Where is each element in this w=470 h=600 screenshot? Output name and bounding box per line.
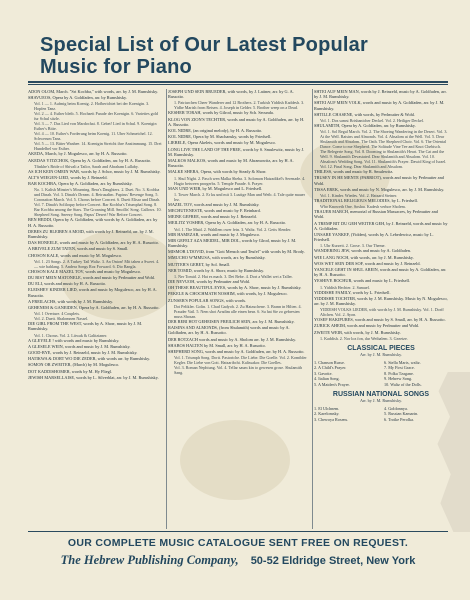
entry-contents: Vol. 1. The Maid. 2. Wahllem ower fein. 3. Waltz. Vol. 2. Getts Slender.: [174, 226, 292, 232]
classical-item: 2. A Child's Prayer.: [314, 365, 347, 371]
classical-pieces-heading: CLASSICAL PIECES: [347, 344, 415, 352]
catalog-entry: LONG LIVE THE LAND OF THE FREE, words by S. Smulewitz, music by J. M. Rumshisky.: [168, 146, 305, 157]
entry-contents: Vol. 4 — 10. Esther's Forderung beim Koenig. 11. Uber Schmeichel. 12. Schwerum Tanz.: [34, 131, 153, 142]
russian-songs-list: [314, 406, 448, 422]
title-line-2: Music for Piano: [40, 56, 192, 78]
catalog-entry: A FREILACHS, with words by J. M. Rumshisky.: [28, 298, 114, 304]
catalog-entry: SHABOS HALTEN by M. Small, arr. by H. A. Russotto.: [168, 342, 266, 348]
catalog-entry: GEHENEM & GANEIDEN, Opera by A. Goldfaden, arr. by H. A. Russotto.: [28, 305, 160, 311]
catalog-entry: A BRIVELE ZUM TATEN, words and music by S. Small.: [28, 246, 129, 252]
entry-contents: 1. Tower March. 2. Er ku und mit 3. Lustige Man und Weib. 4. Tale quite mauer lez.: [174, 191, 305, 202]
catalog-entry: DER ROTZACH words and music by A. Sholom arr. by J. M. Rumshisky.: [168, 336, 297, 342]
entry-contents: Vol. 1. Kinder. Wiedes. Vol. 2. Hatzard Steiner.: [320, 193, 398, 199]
entry-contents: Vol. 1. Dos samst Brisbanicher Deckel. Vol. 2. Heiliger Deckel.: [320, 118, 425, 124]
entry-contents: 1. Yiddish Hechter. 2. Samuel.: [320, 284, 370, 290]
catalog-entry: TRUSEY IN HE MENTE (PARRIOT), words and music by Perlmutter and Wohl.: [314, 175, 444, 186]
page-title: [40, 34, 450, 78]
catalog-entry: A TREMP BIT DU GEH WEITER GEH, by J. Reinzeld, words and music by A. Goldfaden.: [314, 220, 448, 231]
classical-item: 4. Italian Song.: [314, 376, 340, 382]
catalog-entry: THILESS, words and music by R. Smulewitz.: [314, 169, 394, 175]
column-3-entries: [314, 89, 448, 341]
classical-item: 8. Polka Tzagane.: [384, 370, 414, 376]
classical-item: 7. My First Grace.: [384, 365, 415, 371]
catalog-entry: ZWEITE WEIB, with words, by J. M. Rumshisky.: [314, 329, 401, 335]
catalog-entry: AS ICH KEIN OMEIN WAR, words by J. Schor, music by J. M. Rumshisky.: [28, 168, 161, 174]
header-rule: [28, 81, 448, 83]
publisher-name: The Hebrew Publishing Company,: [60, 553, 239, 567]
catalog-entry: LIEBELE, Opera Akeleis, words and music by M. Mogulesco.: [168, 140, 276, 146]
catalog-entry: DER REBI HOT GEHEISEN FREILICH SEIN, arr. by J. M. Rumshisky.: [168, 318, 295, 324]
catalog-entry: TISSA EREK, words and music by N. Mogulesco, arr. by J. M. Rumshisky.: [314, 186, 445, 192]
title-line-1: Special List of Our Latest Popular: [40, 34, 368, 56]
catalog-entry: RAISINS AND ALMONDS, (from Shulamith) words and music by A. Goldfaden, arr. by H. A. Russotto.: [168, 325, 290, 336]
entry-contents: Dot Pelikler. Golin. 1. Chad Gadyoh. 2. Zu Hatzuchene. 3. Brann in Hilten. 4. Prauder Vail. 5. Nem shot Avadim alle einen besn. 6. Su hat Sie zo gebresten muss Shosan.: [174, 303, 302, 319]
catalog-entry: WOS WET SEIN DER SOF, words and music by J. Reinzeld.: [314, 260, 421, 266]
russian-item: 6. Troike Perolka.: [384, 416, 415, 422]
catalog-entry: AKEDA, March, by J. Mogulesco, arr. by H. A. Russotto.: [28, 151, 128, 157]
catalog-entry: SHULAMITH, Opera by A. Goldfaden, arr. by Rumshisky.: [314, 123, 416, 129]
entry-contents: 1. Uhr Kurzeit. 2. Grose. 3. Our Theme.: [320, 243, 386, 249]
catalog-columns: [28, 89, 448, 529]
catalog-entry: MUTTER'S GEBET, by Sol. Small.: [168, 261, 230, 267]
catalog-entry: MISMOR L'DOVID, from "Gott Mensch und Teufel" with words by M. Brody.: [168, 249, 305, 255]
catalog-entry: A GLESELE WEIN, words and music by J. M. Rumshisky.: [28, 343, 131, 349]
entry-contents: Tfinkhe's Bride of Shivali a Tailor, Sarah and Abraham Lullaby.: [34, 163, 139, 169]
publisher-line: [28, 553, 448, 568]
catalog-entry: MEINE GEFREE, words and music by J. Reinzeld.: [168, 214, 257, 220]
footer-rule: [28, 531, 448, 532]
catalog-entry: JOSEPH UND SEIN BRUEDER, with words, by J. Latiner, arr. by G. A. Russotto.: [168, 89, 294, 100]
catalog-entry: MMUCHO W'MMUSA, with words, arr. by Rumshisky.: [168, 255, 266, 261]
catalog-entry: YESHIVE BOCHUR, words and music by L. Friedsell.: [314, 278, 410, 284]
entry-contents: No. 1. Kalish Minster's Mourning. Bera's Daughters. 2. Duet. No. 3. Kochba und Dinah. Vol. 3. Dinah's Dream. 4. Beirusalim. Papirus' Revenge Song. 5. Coronation March. Vol. 5. Chorus before Concert. 6. Duett Elisar und Dinah. Vol. 7. Dinah's Soliloquy before Concert. Bar Kochba's Triumphal Song. 8. Bar Kochba among the Stars. The Groaning Mill. Smollis' Song. Gallows. 10. Shepherd Song. Sneezy Song. Papus' Desert! War Before Concert.: [34, 187, 162, 218]
classical-item: 10. Waltz of the Dolls.: [384, 381, 422, 387]
catalog-entry: DIE NEVUOH, words by Perlmutter and Wohl.: [168, 279, 251, 285]
catalog-entry: KLOG VON ZION'S TECHTER, words and music by A. Goldfaden, arr. by H. A. Russotto.: [168, 116, 305, 127]
catalog-entry: ZUNSER'S POPULAR SONGS, with words.: [168, 297, 247, 303]
catalog-column-1: [28, 89, 162, 529]
catalog-entry: DU ELI, words and music by H. A. Russotto.: [28, 281, 107, 287]
catalog-entry: SHTEI AUF MEIN VOLK, words and music by A. Goldfaden, arr. by J. M. Rumshisky.: [314, 100, 445, 111]
catalog-entry: MALKE SHEBA, Opera, with words by Steady & Shorr.: [168, 169, 267, 175]
russian-item: 4. Goldonnya.: [384, 405, 408, 411]
catalog-entry: YANCELE GEHT IN SHUL AREIN, words and music by A. Goldfaden, arr. by H. A. Russotto.: [314, 267, 447, 278]
catalog-entry: MAN UND WEIB, by M. Mogulesco and L. Friedsell.: [168, 185, 263, 191]
catalog-entry: BAR KOCHBA, Opera by A. Goldfaden, arr. by Rumshisky.: [28, 181, 133, 187]
entry-contents: Vol. 1. Chorus. Vol. 2. Litwak & Galitzianer.: [34, 332, 108, 338]
catalog-entry: SHTEI AUF MEIN MAN, words by J. Reinzeld, music by A. Goldfaden, arr. by J. M. Rumshisky.: [314, 89, 447, 100]
catalog-entry: KESHER TORAH, words by Gilrod, music by Sch. Secunda.: [168, 110, 274, 116]
catalog-column-2: [168, 89, 308, 529]
catalog-entry: DIE GIRL FROM THE WEST, words by A. Shorr, music by J. M. Rumshisky.: [28, 321, 143, 332]
classical-item: 9. Hebrew Song.: [384, 376, 413, 382]
catalog-entry: HATIKWA & DORT WO DIE ZEDER, with words arr. by Rumshisky.: [28, 356, 151, 362]
catalog-entry: PEKELE & CHOCHMATH NOSHIM, with words, by J. Mogulesco.: [168, 291, 288, 297]
catalog-entry: SHAVUEOS, Opera by A. Goldfaden, arr. by Rumshisky.: [28, 95, 127, 101]
catalog-entry: UNSARE YANKEF, (Yidden), words by A. Lebedewicz, music by L. Friedsell.: [314, 232, 434, 243]
russian-songs-heading: RUSSIAN NATIONAL SONGS: [332, 390, 430, 398]
catalog-entry: CHOSON KALE MAZEL TOV, words and music by Mogulesco.: [28, 268, 141, 274]
catalog-entry: DAS HONEELE, words and music by A. Goldfaden, arr. by H. A. Russotto.: [28, 240, 159, 246]
entry-contents: Vol. 1 Overture. 4 Couplets.: [34, 311, 80, 317]
russian-item: 3. Chewoya Rosens.: [314, 416, 349, 422]
catalog-entry: ADON OLOM, March. "Sri Kochba," with words, arr. by J. M. Rumshisky.: [28, 89, 159, 94]
catalog-entry: NER TOMID, words by A. Shorr, music by Rumshisky.: [168, 267, 265, 273]
catalog-column-3: [314, 89, 448, 529]
entry-contents: 1. Kaddish. 2. Nor loz fon, dar Weibalem. 3. Gezetze.: [320, 335, 408, 341]
catalog-entry: MEILITZ YOSHER, Opera by A. Goldfaden, arr. by H. A. Russotto.: [168, 220, 287, 226]
classical-item: 1. Chanson Russe.: [314, 359, 345, 365]
catalog-entry: MECHUTENESTE, words and music by F. Reinhard.: [168, 208, 261, 214]
catalog-entry: BEN HEDDI, Opera by A. Goldfaden, with words by A. Goldfaden, arr. by H. A. Russotto.: [28, 217, 158, 228]
catalog-entry: CHOSON KALE, words and music by M. Mogulesco.: [28, 252, 123, 258]
entry-contents: Vol. 1. Triumph Song. Dortt. Pastoriche. Die Liebe. Die Goelle. Vol. 2. Komibler Kegler. Die Liebe von Gott. Hatzaribchi. Kalissakor. Die Goelles.: [174, 355, 307, 366]
catalog-entry: JEWISH MARSELLAISE, words by L. Silverblat, arr. by J. M. Rumshisky.: [28, 374, 159, 380]
catalog-entry: ELEISHEV KINDER LIED, words and music by Mogulesco, arr. by H. A. Russotto.: [28, 287, 157, 298]
catalog-entry: GOOD-BYE, words by J. Reinzeld, music by J. M. Rumshisky.: [28, 350, 138, 356]
entry-contents: Vol. 3. Roman Nephtung. Vol. 4. Tellar saum kin to gewesen grose. Shulamith Sang.: [174, 365, 302, 376]
catalog-entry: TRAUER MARCH, memorial of Russian Massacres, by Perlmutter and Wohl.: [314, 209, 438, 220]
catalog-entry: DOT KADDISHOMER, words by M. Hy Fliegl.: [28, 368, 113, 374]
catalog-entry: ALT'S WIEGEN-LIED, words by J. Reinzeld.: [28, 175, 108, 181]
catalog-entry: MIR HAMEZAR, words and music by J. Mogulesco.: [168, 231, 261, 237]
entry-contents: Vol. 1 — 1. Aufmig beim Koenig. 2. Hofberichtet bei der Koenigin. 3. Hopfen Tanz.: [34, 101, 150, 112]
entry-contents: Vol. 5 — 13. Bitter Wanhee. 14. Koenigin Streicht ihre Anstimmung. 15. Drei Hundelbel vor Esther.: [34, 141, 162, 152]
publisher-address: 50-52 Eldridge Street, New York: [250, 555, 416, 567]
catalog-entry: WANDERING JEW, words and music by A. Goldfaden.: [314, 248, 411, 254]
entry-contents: Vol. 1. 23 Songs. 2. A Turkey Tail Waltz. 3. An Onion! Mit tahen a Sweet. 4. — wie bahlang. 5. Andera Songs Roz Forward. 6. Dio Rangla.: [34, 258, 160, 269]
classical-item: 6. Stella Maris, waltz.: [384, 359, 421, 365]
catalog-entry: YIDDISHE TOCHTER, words by J. M. Rumshisky. Music by N. Mogulesco, arr. by J. M. Rumshisky.: [314, 295, 448, 307]
catalog-entry: YOSEF HAKIPURES, words and music by S. Small, arr. by H. A. Russotto.: [314, 317, 446, 323]
catalog-entry: YIDDISHE FAMILY, words by L. Friedsell.: [314, 289, 391, 295]
classical-item: 5. A Maiden's Prayer.: [314, 381, 350, 387]
entry-contents: 1. Ner Tomid. 2. Hat es mach. 3. Dei Bebe. 4. Dort a Wallet wei a Taller.: [174, 274, 293, 280]
header-rule-thin: [28, 84, 448, 85]
catalog-entry: DU BIST MEIN MATONELE, words and music by Perlmutter and Wohl.: [28, 275, 156, 281]
catalog-entry: WIE LANG NOCH, with words, arr. by J. M. Rumshisky.: [314, 254, 414, 260]
catalog-entry: SHTILLE CHASENE, with words, by Perlmutter & Wohl.: [314, 111, 416, 117]
catalog-entry: AKEDAS YITZCHOK, Opera by A. Goldfaden, arr. by H. A. Russotto.: [28, 157, 152, 163]
catalog-entry: ZURICK AHEIM, words and music by Perlmutter and Wohl.: [314, 323, 420, 329]
catalogue-offer: OUR COMPLETE MUSIC CATALOGUE SENT FREE ON REQUEST.: [67, 537, 409, 549]
catalog-entry: KOL NIDRE, Opera by M. Shachansky, words by Friedsell.: [168, 134, 272, 140]
russian-item: 5. Russian Kamarin.: [384, 411, 419, 417]
russian-item: 1. El Ulchnem.: [314, 405, 340, 411]
catalog-entry: MAZEL TOV, words and music by J. M. Rumshisky.: [168, 201, 260, 207]
catalog-entry: DEBES ZU BLEIBEN A MOID, with words by J. Reinzeld, arr. by J. M. Rumshisky.: [28, 228, 154, 240]
russian-songs-arranger: Arr. by J. M. Rumshisky.: [359, 397, 403, 403]
classical-pieces-list: [314, 360, 448, 387]
catalog-entry: MIR GEFELT AZA MEIDEL, MIR DOL, words by Glrod, music by J. M. Rumshisky.: [168, 237, 297, 249]
classical-pieces-arranger: Arr. by J. M. Rumshisky.: [359, 351, 403, 357]
russian-item: 2. Karelomsky.: [314, 411, 340, 417]
entry-contents: Vol. 2 — 4. Esther bleib. 5. Hochzeit Parade der Koenigin. 6. Varieties gold fur Schul sitzle.: [34, 111, 158, 122]
catalog-entry: OH THESE BEAUTIFUL EYES, words by A. Shorr, music by J. Rumshisky.: [168, 285, 302, 291]
classical-item: 3. Gavotte.: [314, 370, 333, 376]
catalog-entry: A GLEYELE ! with words and music by Rumshisky.: [28, 337, 120, 343]
entry-contents: YIDDISH VOLKS LIEDER, with words by J. M. Rumshisky. Vol. 1. Dorff Altchen. Vol. 2. Ayon.: [320, 307, 444, 318]
entry-contents: Vol. 1. Sol Regal March. Vol. 2. The Shoeing Wandering in the Desert. Vol. 3. At the Well. Raisins and Almonds. Vol. 4. Absalom at the Well. Vol. 5. Dear Shulamith and Absalom. The Oath. The Shepherd Choir. Vol. 6. The Oriental Dance. Come to me Shepherd. The Solitude Vine Tee and Knot Chebisch. The Belegerte Song. Vol. 8. Dooming to Shulamith's Heart. The Cat and the Well. 9. Shulamith Devastated. Dear Shulamith and Absalom. Vol. 10. Absalom's Wedding Song. Vol. 11. Shulamith's Prayer. Dawid King of Israel. Vol. 12. Final Song. Dear Shulamith and Absalom.: [320, 129, 448, 170]
catalog-entry: SHEPHERD SONG, words and music by A. Goldfaden, arr. by H. A. Russotto.: [168, 348, 305, 354]
catalog-entry: TRADITIONAL RELIGIOUS MELODIES, by L. Friedsell.: [314, 198, 418, 204]
catalog-entry: KOL NIDRE, (an original melody), by H. A. Russotto.: [168, 128, 263, 134]
entry-contents: Vol. 3 — 7. Das Lied von Mardochai. 8. Gebet! Lied in Schul. 9. Koenigin Esther's Bitte.: [34, 121, 157, 132]
entry-contents: 1. Shul Night. 2. Pasch wen Malka Sheba. 3. Solomon Hatzadikel's Serenade. 4. Hagio between prorgerbs. 5. Temple Parade. 6. Prayer.: [174, 175, 306, 186]
catalog-entry: MALKOS MALKOS, words and music by M. Abramowitz, arr. by H. A. Russotto.: [168, 158, 294, 169]
entry-contents: Who Knoweth One. Soslau. Kadesh verhoe Sholem.: [320, 204, 406, 210]
entry-contents: Vol. 2. Duett. Shalomnen Nassel.: [34, 316, 89, 322]
entry-contents: 1. Patriarchen Cheer Wanderer and 12 Brothers. 2. Turkish Yiddish Kaddesh. 3. Yidhe Marish from Reisen. 4. Joseph in Gelder. 5. Brother weep on a Dead.: [174, 100, 305, 111]
catalog-entry: SOMON OR ZWEITER, (March) by M. Mogulesco.: [28, 362, 120, 368]
